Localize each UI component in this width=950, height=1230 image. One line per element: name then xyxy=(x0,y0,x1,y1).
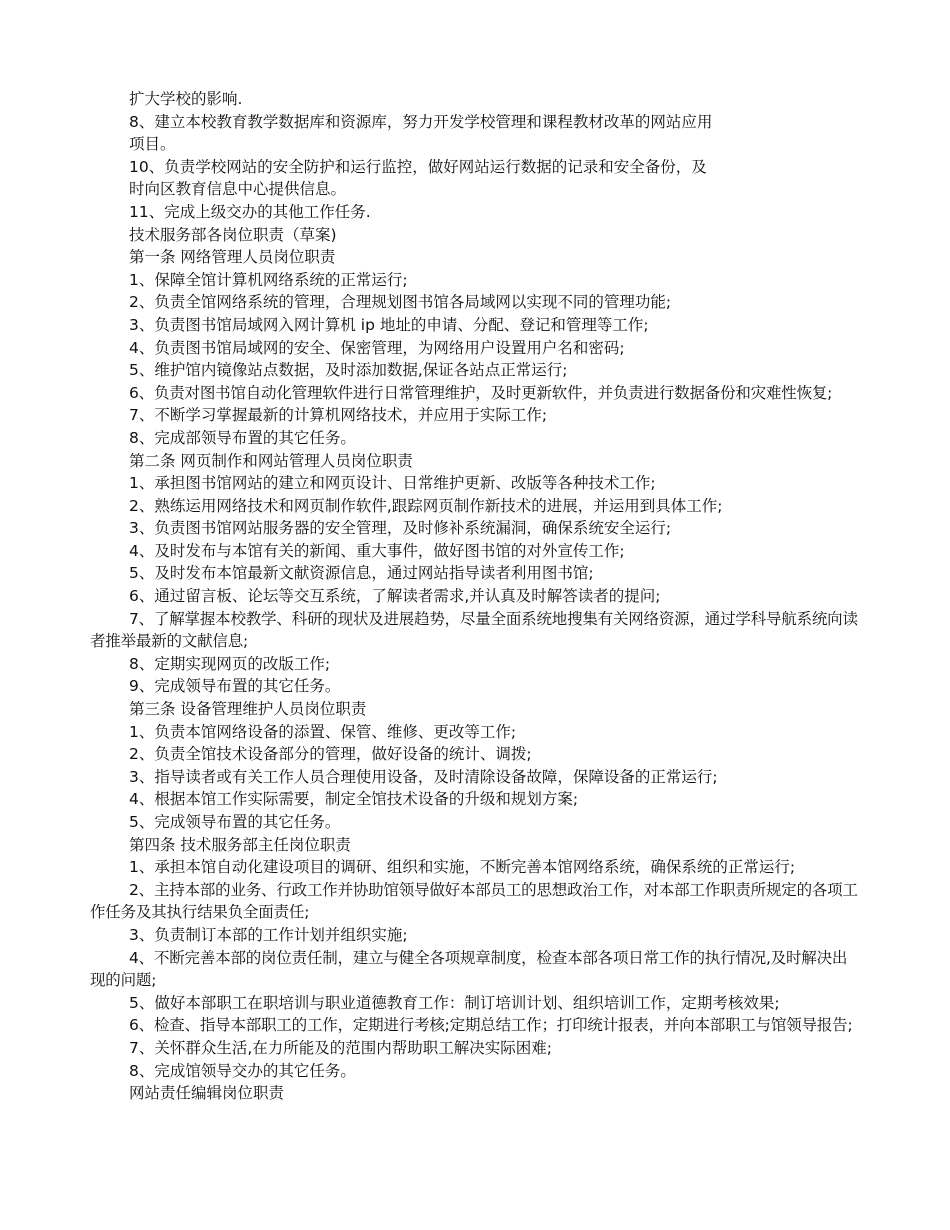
text-line: 2、熟练运用网络技术和网页制作软件,跟踪网页制作新技术的进展，并运用到具体工作; xyxy=(129,496,723,515)
text-line: 1、承担本馆自动化建设项目的调研、组织和实施，不断完善本馆网络系统，确保系统的正常运行; xyxy=(129,858,796,877)
text-line: 第一条 网络管理人员岗位职责 xyxy=(129,248,336,267)
text-line: 6、检查、指导本部职工的工作，定期进行考核;定期总结工作；打印统计报表，并向本部职工与馆领导报告; xyxy=(129,1016,853,1035)
text-line: 时向区教育信息中心提供信息。 xyxy=(129,180,347,199)
text-line: 7、了解掌握本校教学、科研的现状及进展趋势，尽量全面系统地搜集有关网络资源，通过学科导航系统向读者推举最新的文献信息; xyxy=(90,609,858,651)
text-line: 7、关怀群众生活,在力所能及的范围内帮助职工解决实际困难; xyxy=(129,1038,553,1057)
text-line: 8、完成馆领导交办的其它任务。 xyxy=(129,1061,356,1080)
text-line: 项目。 xyxy=(129,135,176,154)
text-line: 5、及时发布本馆最新文献资源信息，通过网站指导读者利用图书馆; xyxy=(129,564,594,583)
text-line: 1、保障全馆计算机网络系统的正常运行; xyxy=(129,270,408,289)
text-line: 5、维护馆内镜像站点数据，及时添加数据,保证各站点正常运行; xyxy=(129,361,568,380)
text-line: 扩大学校的影响. xyxy=(129,90,243,108)
text-line: 技术服务部各岗位职责（草案) xyxy=(129,225,337,244)
text-line: 4、不断完善本部的岗位责任制，建立与健全各项规章制度，检查本部各项日常工作的执行情况,及时解决出现的问题; xyxy=(90,948,848,990)
text-line: 6、通过留言板、论坛等交互系统，了解读者需求,并认真及时解答读者的提问; xyxy=(129,587,661,606)
text-line: 4、及时发布与本馆有关的新闻、重大事件，做好图书馆的对外宣传工作; xyxy=(129,541,625,560)
text-line: 5、完成领导布置的其它任务。 xyxy=(129,813,341,831)
text-line: 网站责任编辑岗位职责 xyxy=(129,1084,285,1103)
text-line: 3、负责图书馆局域网入网计算机 ip 地址的申请、分配、登记和管理等工作; xyxy=(129,315,649,334)
text-line: 5、做好本部职工在职培训与职业道德教育工作：制订培训计划、组织培训工作，定期考核效果; xyxy=(129,993,780,1012)
text-line: 3、负责图书馆网站服务器的安全管理，及时修补系统漏洞，确保系统安全运行; xyxy=(129,519,672,538)
text-line: 第二条 网页制作和网站管理人员岗位职责 xyxy=(129,451,413,470)
text-line: 2、负责全馆技术设备部分的管理，做好设备的统计、调拨; xyxy=(129,745,532,764)
text-line: 第四条 技术服务部主任岗位职责 xyxy=(129,835,351,854)
text-line: 第三条 设备管理维护人员岗位职责 xyxy=(129,700,367,719)
text-line: 3、负责制订本部的工作计划并组织实施; xyxy=(129,925,408,944)
text-line: 10、负责学校网站的安全防护和运行监控，做好网站运行数据的记录和安全备份，及 xyxy=(129,157,707,176)
text-line: 4、负责图书馆局域网的安全、保密管理，为网络用户设置用户名和密码; xyxy=(129,338,625,357)
text-line: 2、主持本部的业务、行政工作并协助馆领导做好本部员工的思想政治工作，对本部工作职责所规定的各项工作任务及其执行结果负全面责任; xyxy=(90,880,858,922)
text-line: 1、负责本馆网络设备的添置、保管、维修、更改等工作; xyxy=(129,722,517,741)
text-line: 1、承担图书馆网站的建立和网页设计、日常维护更新、改版等各种技术工作; xyxy=(129,474,656,493)
text-line: 2、负责全馆网络系统的管理，合理规划图书馆各局域网以实现不同的管理功能; xyxy=(129,293,672,312)
text-line: 4、根据本馆工作实际需要，制定全馆技术设备的升级和规划方案; xyxy=(129,790,579,809)
text-line: 3、指导读者或有关工作人员合理使用设备，及时清除设备故障，保障设备的正常运行; xyxy=(129,767,718,786)
text-line: 11、完成上级交办的其他工作任务. xyxy=(129,202,371,221)
text-line: 8、建立本校教育教学数据库和资源库，努力开发学校管理和课程教材改革的网站应用 xyxy=(129,112,713,131)
text-line: 7、不断学习掌握最新的计算机网络技术，并应用于实际工作; xyxy=(129,406,548,425)
text-line: 6、负责对图书馆自动化管理软件进行日常管理维护，及时更新软件，并负责进行数据备份和灾难性恢复; xyxy=(129,383,833,402)
text-line: 9、完成领导布置的其它任务。 xyxy=(129,677,341,696)
text-line: 8、定期实现网页的改版工作; xyxy=(129,654,331,673)
text-line: 8、完成部领导布置的其它任务。 xyxy=(129,428,356,447)
